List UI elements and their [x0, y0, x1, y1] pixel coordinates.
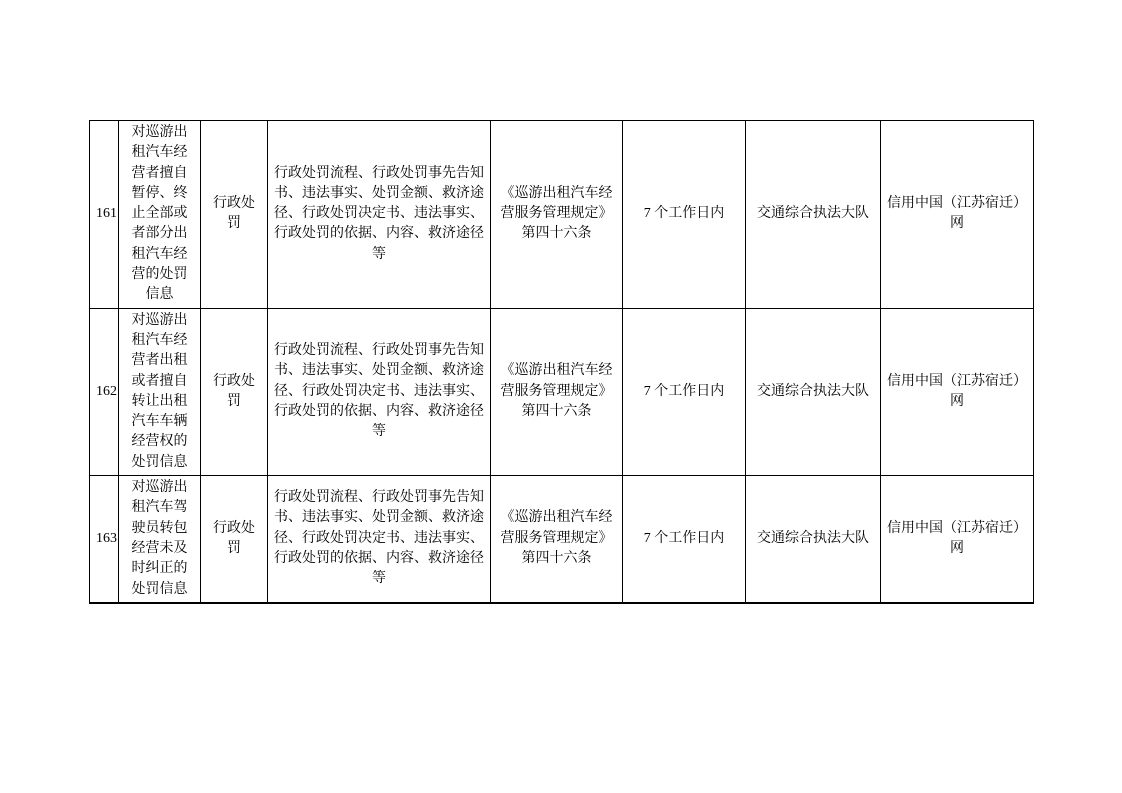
cell-time-limit: 7 个工作日内	[623, 476, 746, 603]
cell-seq: 162	[90, 308, 119, 475]
cell-time-limit: 7 个工作日内	[623, 121, 746, 309]
table-row	[90, 476, 1034, 603]
cell-seq: 163	[90, 476, 119, 603]
cell-content: 行政处罚流程、行政处罚事先告知书、违法事实、处罚金额、救济途径、行政处罚决定书、违法事实、行政处罚的依据、内容、救济途径等	[268, 121, 491, 309]
cell-item: 对巡游出租汽车经营者擅自暂停、终止全部或者部分出租汽车经营的处罚信息	[119, 121, 201, 309]
cell-department: 交通综合执法大队	[746, 121, 881, 309]
cell-department: 交通综合执法大队	[746, 308, 881, 475]
cell-category: 行政处罚	[201, 121, 268, 309]
cell-platform: 信用中国（江苏宿迁）网	[881, 476, 1034, 603]
cell-content: 行政处罚流程、行政处罚事先告知书、违法事实、处罚金额、救济途径、行政处罚决定书、违法事实、行政处罚的依据、内容、救济途径等	[268, 308, 491, 475]
cell-legal-basis: 《巡游出租汽车经营服务管理规定》第四十六条	[491, 476, 623, 603]
cell-seq: 161	[90, 121, 119, 309]
table-row	[90, 121, 1034, 309]
penalty-disclosure-table	[89, 120, 1034, 604]
cell-category: 行政处罚	[201, 476, 268, 603]
cell-item: 对巡游出租汽车驾驶员转包经营未及时纠正的处罚信息	[119, 476, 201, 603]
cell-category: 行政处罚	[201, 308, 268, 475]
cell-item: 对巡游出租汽车经营者出租或者擅自转让出租汽车车辆经营权的处罚信息	[119, 308, 201, 475]
cell-legal-basis: 《巡游出租汽车经营服务管理规定》第四十六条	[491, 121, 623, 309]
cell-department: 交通综合执法大队	[746, 476, 881, 603]
table-row	[90, 308, 1034, 475]
cell-legal-basis: 《巡游出租汽车经营服务管理规定》第四十六条	[491, 308, 623, 475]
cell-time-limit: 7 个工作日内	[623, 308, 746, 475]
cell-platform: 信用中国（江苏宿迁）网	[881, 308, 1034, 475]
cell-content: 行政处罚流程、行政处罚事先告知书、违法事实、处罚金额、救济途径、行政处罚决定书、违法事实、行政处罚的依据、内容、救济途径等	[268, 476, 491, 603]
cell-platform: 信用中国（江苏宿迁）网	[881, 121, 1034, 309]
